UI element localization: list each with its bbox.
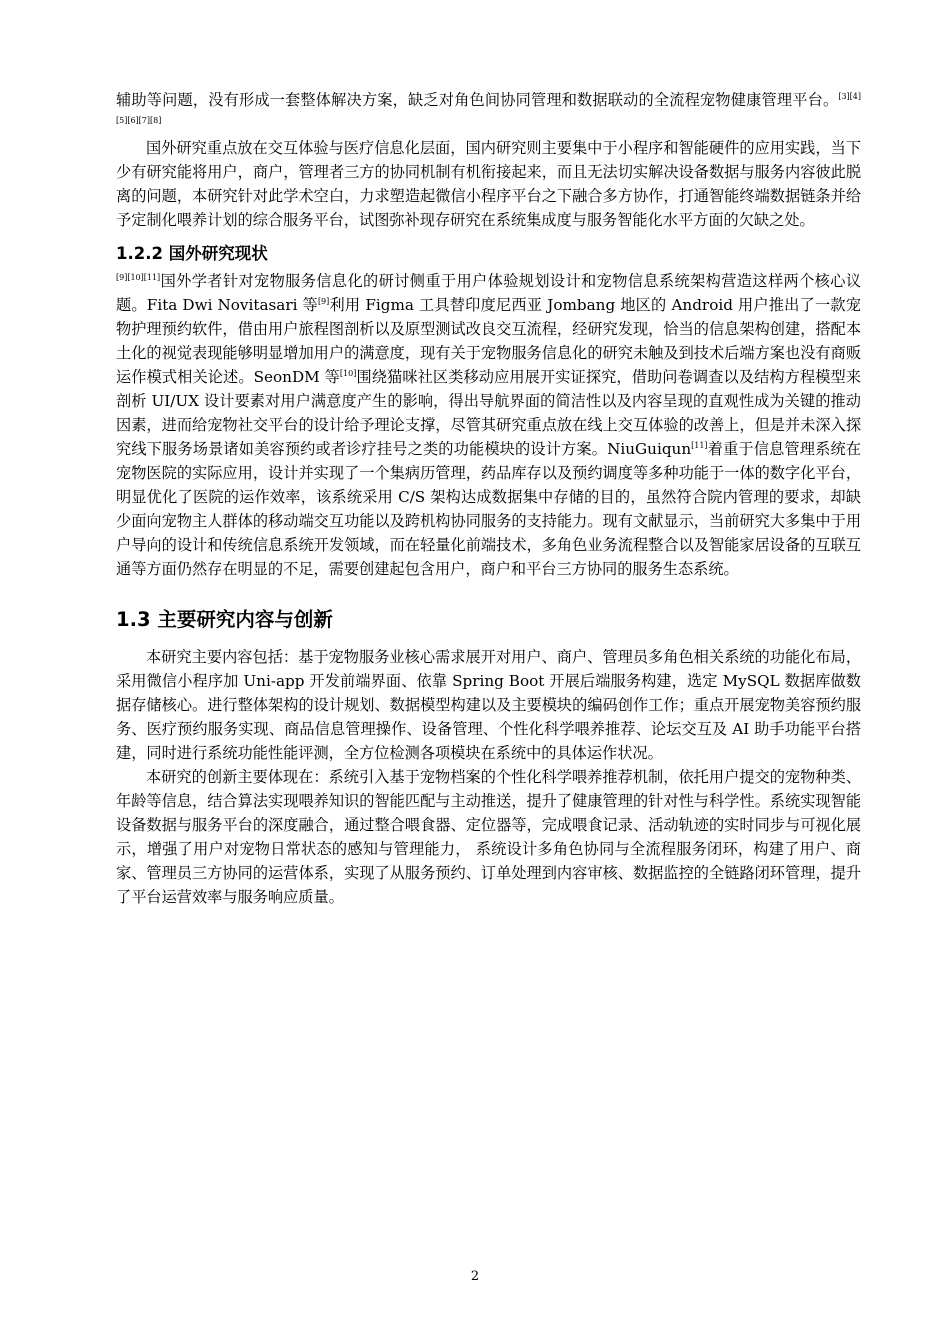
paragraph-text: 国外学者针对宠物服务信息化的研讨侧重于用户体验规划设计和宠物信息系统架构营造这样两个核心议题。Fita Dwi Novitasari 等	[116, 272, 861, 314]
paragraph-research-content: 本研究主要内容包括：基于宠物服务业核心需求展开对用户、商户、管理员多角色相关系统的功能化布局，采用微信小程序加 Uni-app 开发前端界面、依靠 Spring Boot 开展后端服务构建，选定 MySQL 数据库做数据存储核心。进行整体架构的设计规划、数据模型构建以及主要模块的编码创作工作；重点开展宠物美容预约服务、医疗预约服务实现、商品信息管理操作、设备管理、个性化科学喂养推荐、论坛交互及 AI 助手功能平台搭建，同时进行系统功能性能评测，全方位检测各项模块在系统中的具体运作状况。	[116, 648, 861, 762]
paragraph-continued	[116, 88, 861, 136]
paragraph-comparison: 国外研究重点放在交互体验与医疗信息化层面，国内研究则主要集中于小程序和智能硬件的应用实践，当下少有研究能将用户，商户，管理者三方的协同机制有机衔接起来，而且无法切实解决设备数据与服务内容彼此脱离的问题，本研究针对此学术空白，力求塑造起微信小程序平台之下融合多方协作，打通智能终端数据链条并给予定制化喂养计划的综合服务平台，试图弥补现存研究在系统集成度与服务智能化水平方面的欠缺之处。	[116, 139, 861, 229]
page-number: 2	[470, 1269, 480, 1284]
citation-ref: [9]	[317, 296, 330, 306]
citation-ref: [10]	[339, 368, 357, 378]
paragraph-text: 围绕猫咪社区类移动应用展开实证探究，借助问卷调查以及结构方程模型来剖析 UI/UX 设计要素对用户满意度产生的影响，得出导航界面的简洁性以及内容呈现的直观性成为关键的推动因素，进而给宠物社交平台的设计给予理论支撑，尽管其研究重点放在线上交互体验的改善上，但是并未深入探究线下服务场景诸如美容预约或者诊疗挂号之类的功能模块的设计方案。NiuGuiqun	[116, 368, 862, 458]
section-heading-1-3: 1.3 主要研究内容与创新	[116, 608, 333, 631]
citation-ref: [11]	[691, 440, 708, 450]
paragraph-innovation: 本研究的创新主要体现在：系统引入基于宠物档案的个性化科学喂养推荐机制，依托用户提交的宠物种类、年龄等信息，结合算法实现喂养知识的智能匹配与主动推送，提升了健康管理的针对性与科学性。系统实现智能设备数据与服务平台的深度融合，通过整合喂食器、定位器等，完成喂食记录、活动轨迹的实时同步与可视化展示，增强了用户对宠物日常状态的感知与管理能力， 系统设计多角色协同与全流程服务闭环，构建了用户、商家、管理员三方协同的运营体系，实现了从服务预约、订单处理到内容审核、数据监控的全链路闭环管理，提升了平台运营效率与服务响应质量。	[116, 768, 861, 906]
paragraph-foreign-research	[116, 269, 861, 581]
citation-ref: [9][10][11]	[116, 272, 161, 282]
paragraph-text: 辅助等问题，没有形成一套整体解决方案，缺乏对角色间协同管理和数据联动的全流程宠物健康管理平台。	[116, 91, 839, 109]
paragraph-text: 利用 Figma 工具替印度尼西亚 Jombang 地区的 Android 用户推出了一款宠物护理预约软件，借由用户旅程图剖析以及原型测试改良交互流程，经研究发现，恰当的信息架构创建，搭配本土化的视觉表现能够明显增加用户的满意度，现有关于宠物服务信息化的研究未触及到技术后端方案也没有商贩运作模式相关论述。SeonDM 等	[116, 296, 861, 386]
document-body	[116, 88, 861, 909]
citation-ref: [3][4][5][6][7][8]	[116, 91, 861, 125]
paragraph-text: 着重于信息管理系统在宠物医院的实际应用，设计并实现了一个集病历管理，药品库存以及预约调度等多种功能于一体的数字化平台，明显优化了医院的运作效率，该系统采用 C/S 架构达成数据集中存储的目的，虽然符合院内管理的要求，却缺少面向宠物主人群体的移动端交互功能以及跨机构协同服务的支持能力。现有文献显示，当前研究大多集中于用户导向的设计和传统信息系统开发领域，而在轻量化前端技术，多角色业务流程整合以及智能家居设备的互联互通等方面仍然存在明显的不足，需要创建起包含用户，商户和平台三方协同的服务生态系统。	[116, 440, 862, 578]
section-heading-1-2-2: 1.2.2 国外研究现状	[116, 244, 268, 263]
